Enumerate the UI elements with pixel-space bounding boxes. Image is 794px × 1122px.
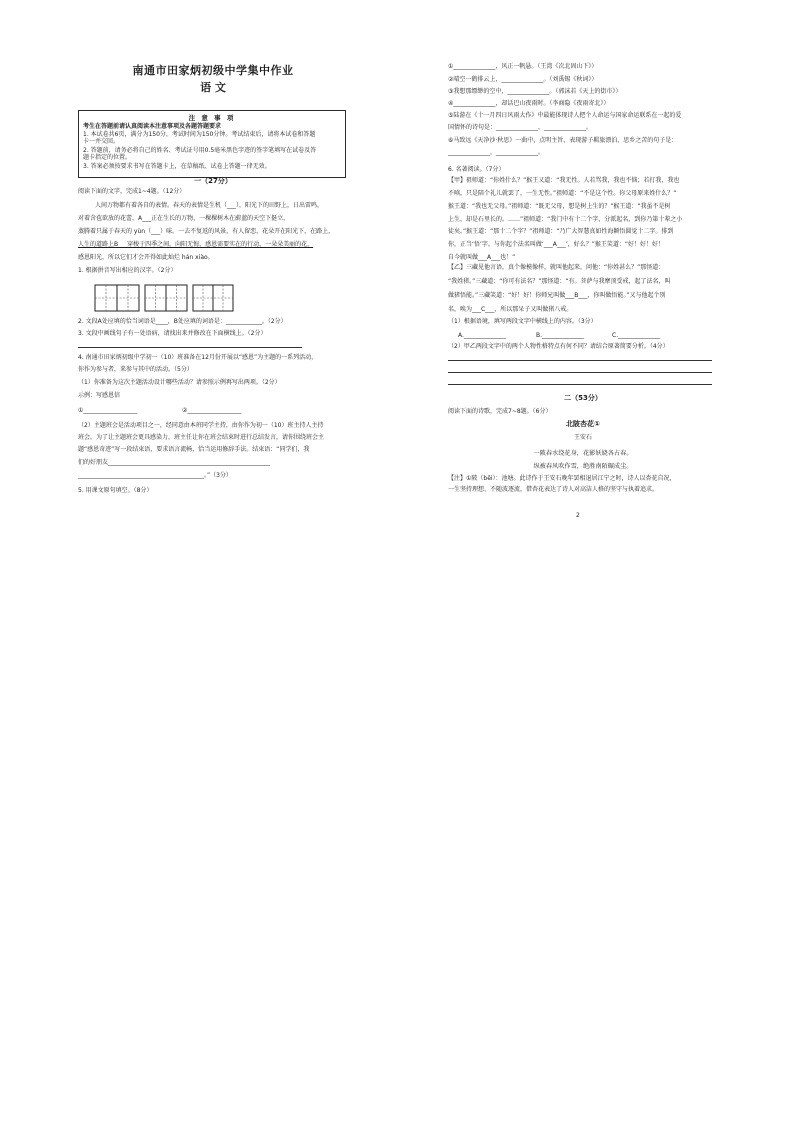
recitation-item: ④______________，却话巴山夜雨时。（李商隐《夜雨寄北》） bbox=[448, 100, 610, 107]
recitation-item: ①______________，风正一帆悬。（王湾《次北固山下》） bbox=[448, 63, 598, 70]
notice-heading: 注 意 事 项 bbox=[188, 114, 236, 122]
notice-box bbox=[78, 110, 346, 178]
poem-title: 北陂杏花① bbox=[566, 420, 600, 428]
poem-note: 一生坚持理想、不随波逐流，借杏花表达了诗人对高洁人格的坚守与执着追求。 bbox=[448, 486, 659, 493]
question-6-sub1: （1）根据语境，填写两段文字中横线上的内容。（3分） bbox=[448, 318, 597, 325]
excerpt-jia-line: 自今就叫做___A___也！” bbox=[448, 254, 516, 261]
recitation-item: ______________，______________。 bbox=[448, 149, 545, 156]
excerpt-yi-line: 【乙】三藏见他言语，真个像模像样，就叫他起来，问他：“你姓甚么？”那怪道： bbox=[448, 264, 665, 271]
question-1: 1. 根据拼音写出相应的汉字。（2分） bbox=[78, 267, 177, 274]
excerpt-jia-line: 上生，却是石里长的。……”祖师道：“我门中有十二个字，分派起名，到你乃第十辈之小 bbox=[448, 216, 683, 223]
passage-line: 人间万物都有着各自的表情。春天的表情是生机（___），阳光下的田野上，日出雷鸣， bbox=[95, 202, 324, 209]
question-5: 5. 用课文原句填空。（8分） bbox=[78, 487, 153, 494]
blank-b: B.______________ bbox=[536, 332, 585, 339]
question-2: 2. 文段A处应填的恰当词语是____，B处应填的词语是：____________。（2分） bbox=[78, 318, 287, 325]
poem-line: 一陂春水绕花身，花影妖娆各占春。 bbox=[533, 450, 633, 457]
blank-a: A.______________ bbox=[458, 332, 506, 339]
answer-line bbox=[448, 360, 712, 361]
question-4-line: 们的好朋友______________________________________________________ bbox=[78, 459, 271, 466]
question-4-blank-1: ①__________________ bbox=[78, 407, 138, 414]
passage-line: 蒸腾着只属于春天的 yùn（___）味。一去不复返的风景，有人留恋，花朵开在阳光下，在路上， bbox=[78, 228, 335, 235]
excerpt-jia-line: 你，正当‘悟’字。与你起个法名叫做‘___A___’，好么？”猴王笑道：“好！好！好！ bbox=[448, 241, 664, 248]
excerpt-jia-line: 不嗔，只是陪个礼儿就罢了，一生无性。”祖师道：“不是这个性。你父母原来姓什么？” bbox=[448, 190, 677, 197]
poem-note: 【注】①陂（bēi）：池塘。此诗作于王安石晚年罢相退居江宁之时，诗人以杏花自况， bbox=[448, 475, 676, 482]
left-column bbox=[78, 0, 348, 530]
blank-c: C.______________ bbox=[612, 332, 661, 339]
excerpt-yi-line: “我姓猪。”三藏道：“你可有法名？”那怪道：“有。菩萨与我摩顶受戒，起了法名，叫 bbox=[448, 278, 671, 285]
notice-line: 1. 本试卷共6页，满分为150分，考试时间为150分钟。考试结束后，请将本试卷和答题 bbox=[83, 131, 316, 138]
question-4-example: 示例：写感恩信 bbox=[78, 392, 121, 399]
section-instruction: 阅读下面的诗歌，完成7~8题。（6分） bbox=[448, 408, 552, 415]
recitation-item: ⑤陆游在《十一月四日风雨大作》中最能体现诗人把个人命运与国家命运联系在一起的爱 bbox=[448, 112, 682, 119]
section-heading: 二（53分） bbox=[564, 394, 602, 402]
answer-grid-group bbox=[145, 285, 187, 311]
right-column bbox=[448, 0, 718, 530]
excerpt-yi-line: 名，唤为___C___，所以那呆子又叫做猪八戒。 bbox=[448, 306, 573, 313]
answer-line bbox=[448, 384, 712, 385]
answer-grid bbox=[78, 284, 248, 314]
answer-grid-group bbox=[193, 285, 233, 311]
excerpt-yi-line: 做猪悟能。”三藏笑道：“好！好！你师兄叫做___B___，你叫做悟能。”又与他起个别 bbox=[448, 292, 666, 299]
paper-title: 南通市田家炳初级中学集中作业 bbox=[132, 64, 294, 77]
passage-line: 感恩阳光，所以它们才会开得如此灿烂 hán xiào。 bbox=[78, 254, 214, 261]
question-4-line: 题“感恩奇迹”写一段结束语，要求语言流畅，恰当运用修辞手法。结束语：“同学们，我 bbox=[78, 446, 310, 453]
question-6: 6. 名著阅读。（7分） bbox=[448, 166, 505, 173]
recitation-item: 国情怀的诗句是：______________，______________。 bbox=[448, 124, 593, 131]
question-4-sub2: （2）主题班会是活动项目之一，经同意由本班同学主持，由你作为初一（10）班主持人主持 bbox=[78, 422, 324, 429]
question-3: 3. 文段中画线句子有一处语病，请找出来并修改在下面横线上。（2分） bbox=[78, 330, 267, 337]
question-4-sub1: （1）你准备为这次主题活动设计哪些活动？请参照示例再写出两项。（2分） bbox=[78, 379, 281, 386]
recitation-item: ②晴空一鹤排云上，______________。（刘禹锡《秋词》） bbox=[448, 76, 598, 83]
notice-line: 卡一并交回。 bbox=[83, 138, 120, 145]
answer-line bbox=[448, 372, 712, 373]
excerpt-jia-line: 徒矣。”猴王道：“那十二个字？”祖师道：“乃广大智慧真如性海颖悟圆觉十二字。排到 bbox=[448, 228, 674, 235]
notice-line: 题卡指定的位置。 bbox=[83, 154, 132, 161]
subject-title: 语 文 bbox=[200, 81, 226, 94]
passage-line: 对着含苞欲放的花蕾，A___正在生长的万物，一棵棵树木在蔚蓝的天空下挺立， bbox=[78, 215, 290, 222]
excerpt-jia-line: 【甲】祖师道：“你姓什么？”猴王又道：“我无性。人若骂我，我也不恼；若打我，我也 bbox=[448, 177, 680, 184]
recitation-item: ⑥马致远《天净沙·秋思》一曲中，点明主旨，表现游子羁旅漂泊、思乡之苦的句子是： bbox=[448, 137, 678, 144]
question-4-line: 你作为参与者，来参与其中的活动。（5分） bbox=[78, 366, 193, 373]
page-number: 2 bbox=[576, 512, 580, 519]
recitation-item: ③我想那缥缈的空中，______________。（郭沫若《天上的街市》） bbox=[448, 88, 622, 95]
answer-line bbox=[78, 347, 302, 348]
question-4-line: 班会。为了让主题班会更具感染力，班主任让你在班会结束时进行总结发言，请你围绕班会主 bbox=[78, 434, 325, 441]
section-heading: 一（27分） bbox=[194, 177, 232, 185]
excerpt-jia-line: 猴王道：“我也无父母。”祖师道：“既无父母，想是树上生的？”猴王道：“我虽不是树 bbox=[448, 203, 671, 210]
question-4-blank-2: ②__________________ bbox=[182, 407, 242, 414]
answer-grid-group bbox=[95, 285, 139, 311]
section-instruction: 阅读下面的文字，完成1~4题。（12分） bbox=[78, 188, 186, 195]
notice-line: 3. 答案必须按要求书写在答题卡上，在草稿纸、试卷上答题一律无效。 bbox=[83, 163, 271, 170]
poem-line: 纵被春风吹作雪，绝胜南陌碾成尘。 bbox=[533, 463, 633, 470]
question-6-sub2: （2）甲乙两段文字中的两个人物性格特点有何不同？请结合原著简要分析。（4分） bbox=[448, 343, 669, 350]
question-4-line: __________________________________________。”（3分） bbox=[78, 472, 232, 479]
question-4-line: 4. 南通市田家炳初级中学初一（10）班准备在12月份开展以“感恩”为主题的一系列活动， bbox=[78, 354, 318, 361]
passage-line-underlined: 人生的道路上B___穿梭于四季之间。向阳无悔，感恩需要实在的行动，一朵朵美丽的花， bbox=[78, 241, 314, 248]
notice-line: 2. 答题前，请务必将自己的姓名、考试证号用0.5毫米黑色字迹的签字笔填写在试卷及答 bbox=[83, 147, 317, 154]
poem-author: 王安石 bbox=[573, 434, 592, 441]
notice-line: 考生在答题前请认真阅读本注意事项及各题答题要求 bbox=[83, 123, 222, 130]
